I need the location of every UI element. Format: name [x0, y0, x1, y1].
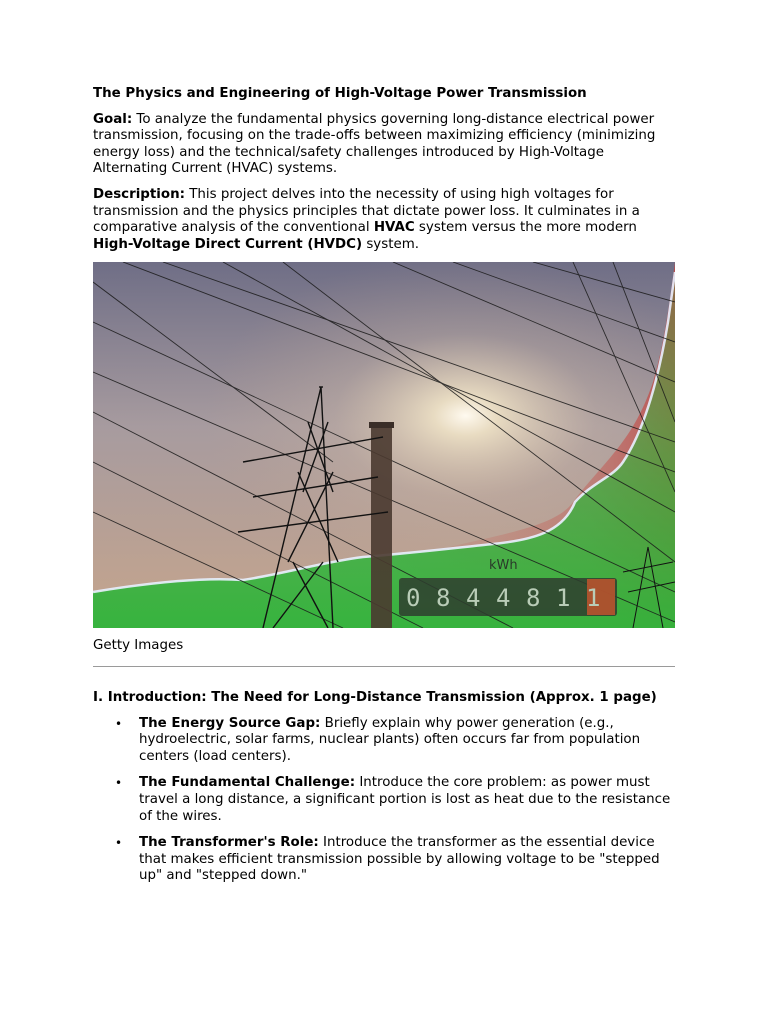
list-item	[139, 835, 675, 885]
image-caption: Getty Images	[93, 638, 184, 654]
list-item-text: Briefly explain why power generation (e.g., hydroelectric, solar farms, nuclear plants) often occurs far from population centers (load centers).	[139, 715, 641, 764]
meter-digit: 1	[586, 584, 601, 613]
bullet-list	[93, 716, 675, 885]
description-bold-hvdc: High-Voltage Direct Current (HVDC)	[93, 236, 363, 252]
meter-digit: 0	[406, 584, 421, 613]
goal-text: To analyze the fundamental physics governing long-distance electrical power transmission, focusing on the trade-offs between maximizing efficiency (minimizing energy loss) and the technical/safety challenges introduced by High-Voltage Alternating Current (HVAC) systems.	[93, 111, 656, 177]
section-divider	[93, 666, 675, 667]
goal-label: Goal:	[93, 111, 133, 127]
document-title: The Physics and Engineering of High-Voltage Power Transmission	[93, 86, 587, 101]
list-item-label: The Transformer's Role:	[139, 835, 319, 851]
meter-digit: 8	[526, 584, 541, 613]
list-item-text: Introduce the core problem: as power must travel a long distance, a significant portion is lost as heat due to the resistance of the wires.	[139, 775, 671, 824]
description-bold-hvac: HVAC	[373, 220, 415, 236]
list-item-text: Introduce the transformer as the essential device that makes efficient transmission possible by allowing voltage to be "stepped up" and "stepped down."	[139, 835, 660, 884]
description-text-3: system.	[362, 236, 420, 252]
list-item-label: The Fundamental Challenge:	[139, 775, 356, 791]
goal-paragraph	[93, 112, 675, 178]
document-page	[93, 86, 675, 895]
meter-digit: 8	[436, 584, 451, 613]
meter-unit-label: kWh	[489, 558, 518, 574]
meter-digit: 4	[496, 584, 511, 613]
meter-digit: 4	[466, 584, 481, 613]
description-paragraph	[93, 187, 675, 253]
photo-illustration	[93, 262, 675, 628]
description-label: Description:	[93, 186, 185, 202]
list-item-label: The Energy Source Gap:	[139, 715, 321, 731]
description-text-2: system versus the more modern	[414, 220, 637, 236]
list-item	[139, 716, 675, 766]
description-text-1: This project delves into the necessity of using high voltages for transmission and the physics principles that dictate power loss. It culminates in a comparative analysis of the conventional	[93, 186, 640, 236]
section-heading: I. Introduction: The Need for Long-Distance Transmission (Approx. 1 page)	[93, 689, 657, 705]
transmission-photo	[93, 262, 675, 628]
list-item	[139, 775, 675, 825]
meter-digit: 1	[556, 584, 571, 613]
